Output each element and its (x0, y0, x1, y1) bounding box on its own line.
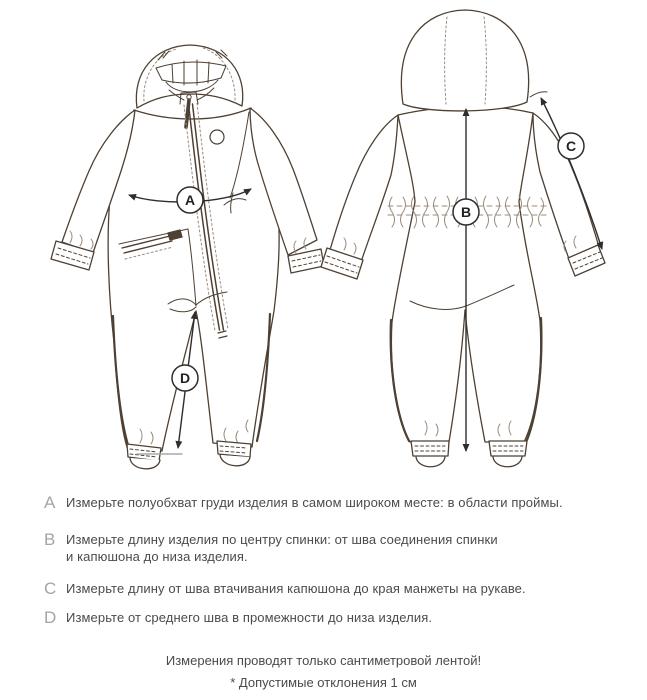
measurement-text-b-line1: Измерьте длину изделия по центру спинки: от шва соединения спинки (66, 532, 498, 547)
measurement-text-c: Измерьте длину от шва втачивания капюшона до края манжеты на рукаве. (66, 581, 526, 596)
footer-notes (0, 653, 647, 690)
marker-letter-c: C (565, 138, 577, 154)
front-view-sketch (51, 45, 324, 469)
measurement-row-a (44, 494, 627, 511)
marker-letter-b: B (460, 204, 472, 220)
measurement-letter-b: B (44, 530, 56, 549)
measurement-row-b (44, 531, 627, 565)
measurement-text-a: Измерьте полуобхват груди изделия в самом широком месте: в области проймы. (66, 495, 563, 510)
back-view-sketch (321, 10, 605, 467)
measurement-letter-c: C (44, 579, 57, 598)
measurement-letter-a: A (44, 493, 56, 512)
marker-letter-a: A (184, 192, 196, 208)
tolerance-note: * Допустимые отклонения 1 см (230, 675, 417, 690)
marker-letter-d: D (179, 370, 191, 386)
measuring-tape-note: Измерения проводят только сантиметровой лентой! (165, 653, 482, 668)
measurement-letter-d: D (44, 608, 57, 627)
measurement-text-b-line2: и капюшона до низа изделия. (66, 549, 248, 564)
measurement-descriptions (0, 488, 647, 626)
measurement-text-d: Измерьте от среднего шва в промежности до низа изделия. (66, 610, 433, 625)
measurement-row-d (44, 609, 627, 626)
measurement-row-c (44, 580, 627, 597)
back-ankle-cuffs (411, 441, 527, 467)
measurement-text-b (66, 531, 627, 565)
